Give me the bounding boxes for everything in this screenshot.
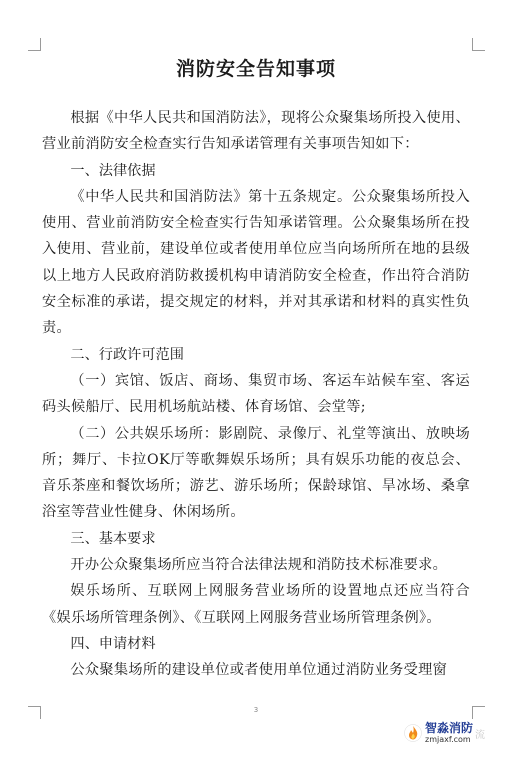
crop-mark-top-left <box>28 38 41 51</box>
crop-mark-top-right <box>472 38 485 51</box>
section-heading-permit-scope: 二、行政许可范围 <box>70 346 184 363</box>
section-heading-basic-requirements: 三、基本要求 <box>70 530 156 547</box>
flame-logo-icon <box>404 724 422 742</box>
permit-scope-item-2: （二）公共娱乐场所：影剧院、录像厅、礼堂等演出、放映场所；舞厅、卡拉OK厅等歌舞娱乐场所；具有娱乐功能的夜总会、音乐茶座和餐饮场所；游艺、游乐场所；保龄球馆、旱冰场、桑拿浴室等营业性健身、休闲场所。 <box>42 425 470 521</box>
requirements-paragraph-2: 娱乐场所、互联网上网服务营业场所的设置地点还应当符合《娱乐场所管理条例》、《互联网上网服务营业场所管理条例》。 <box>42 583 470 626</box>
intro-paragraph: 根据《中华人民共和国消防法》，现将公众聚集场所投入使用、营业前消防安全检查实行告知承诺管理有关事项告知如下： <box>42 110 470 153</box>
watermark-brand: 智淼消防 <box>425 721 474 735</box>
section-heading-legal-basis: 一、法律依据 <box>70 162 156 179</box>
watermark-logo <box>404 722 485 744</box>
permit-scope-item-1: （一）宾馆、饭店、商场、集贸市场、客运车站候车室、客运码头候船厅、民用机场航站楼、体育场馆、会堂等; <box>42 372 470 416</box>
watermark-extra-text: 流 <box>475 729 486 741</box>
section-heading-application-materials: 四、申请材料 <box>70 635 156 652</box>
page-number: 3 <box>253 706 259 714</box>
watermark-url: zmjaxf.com <box>425 735 471 744</box>
document-title: 消防安全告知事项 <box>175 58 336 80</box>
document-body <box>42 105 470 684</box>
legal-basis-paragraph: 《中华人民共和国消防法》第十五条规定。公众聚集场所投入使用、营业前消防安全检查实行告知承诺管理。公众聚集场所在投入使用、营业前，建设单位或者使用单位应当向场所所在地的县级以上地方人民政府消防救援机构申请消防安全检查，作出符合消防安全标准的承诺，提交规定的材料，并对其承诺和材料的真实性负责。 <box>42 188 470 337</box>
application-materials-paragraph: 公众聚集场所的建设单位或者使用单位通过消防业务受理窗 <box>70 662 448 679</box>
watermark-text <box>425 722 473 744</box>
requirements-paragraph-1: 开办公众聚集场所应当符合法律法规和消防技术标准要求。 <box>70 557 448 574</box>
